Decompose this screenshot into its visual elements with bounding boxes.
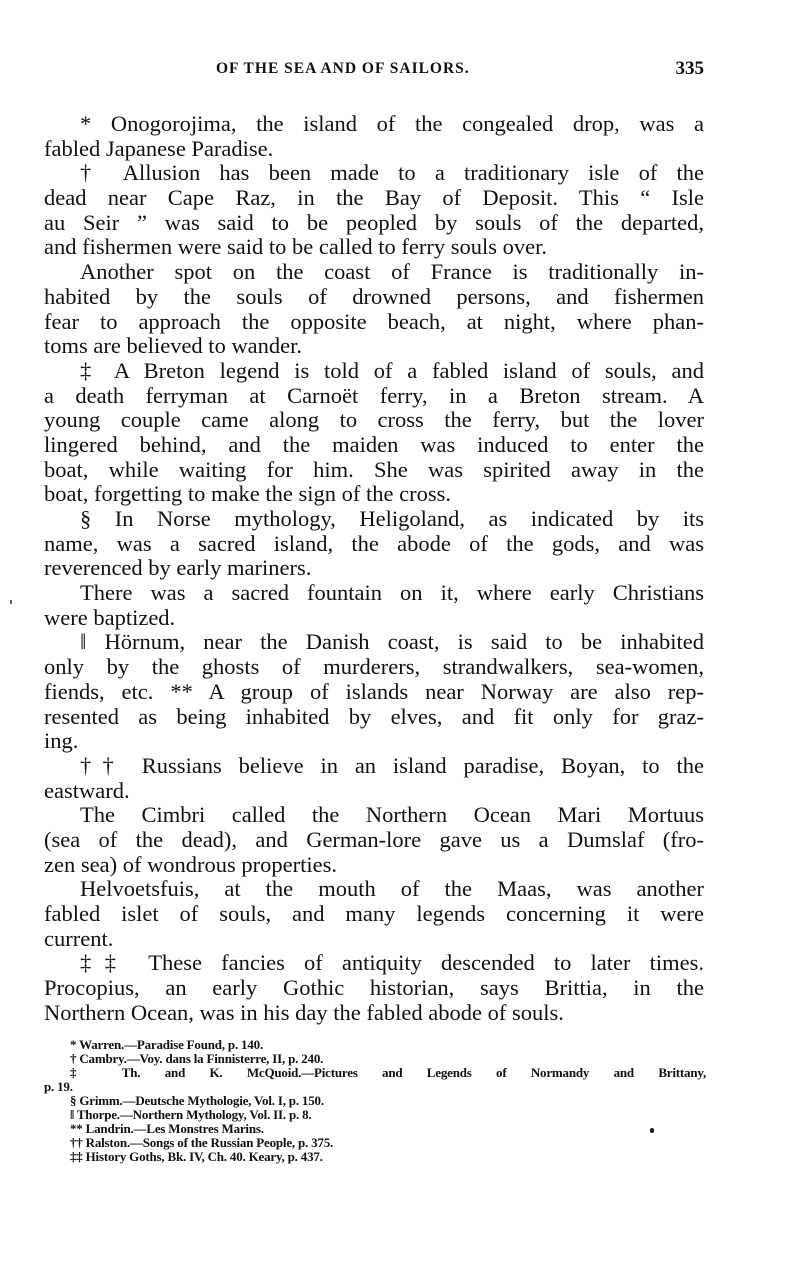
body-text: [44, 112, 704, 1025]
paragraph: [44, 877, 704, 951]
paragraph: [44, 951, 704, 1025]
text-line: zen sea) of wondrous properties.: [44, 851, 338, 877]
running-title: OF THE SEA AND OF SAILORS.: [216, 60, 470, 77]
paragraph: [44, 754, 704, 803]
text-line: † Allusion has been made to a traditionary isle of the: [80, 160, 704, 186]
text-line: boat, forgetting to make the sign of the cross.: [44, 481, 451, 507]
text-line: Helvoetsfuis, at the mouth of the Maas, was another: [80, 876, 704, 902]
text-line: fabled islet of souls, and many legends concerning it were: [44, 901, 704, 926]
text-line: †† Russians believe in an island paradise, Boyan, to the: [80, 752, 704, 778]
text-line: Northern Ocean, was in his day the fabled abode of souls.: [44, 999, 564, 1025]
footnote: ‡‡ History Goths, Bk. IV, Ch. 40. Keary, p. 437.: [70, 1149, 323, 1164]
page-number: 335: [675, 58, 704, 79]
text-line: dead near Cape Raz, in the Bay of Deposit. This “ Isle: [44, 185, 704, 211]
footnotes: [44, 1037, 706, 1164]
text-line: resented as being inhabited by elves, and fit only for graz-: [44, 703, 704, 729]
footnote: ‖ Thorpe.—Northern Mythology, Vol. II. p. 8.: [70, 1107, 312, 1122]
text-line: There was a sacred fountain on it, where early Christians: [80, 580, 704, 606]
text-line: fiends, etc. ** A group of islands near Norway are also rep-: [44, 678, 704, 704]
text-line: ‡‡ These fancies of antiquity descended to later times.: [80, 950, 704, 976]
footnote: p. 19.: [44, 1079, 73, 1094]
text-line: eastward.: [44, 777, 130, 803]
text-line: current.: [44, 925, 114, 951]
footnote: †† Ralston.—Songs of the Russian People, p. 375.: [70, 1135, 334, 1150]
text-line: and fishermen were said to be called to ferry souls over.: [44, 234, 547, 260]
footnote: * Warren.—Paradise Found, p. 140.: [70, 1037, 263, 1052]
scan-speck: [10, 600, 12, 604]
page-header: [44, 58, 704, 82]
text-line: The Cimbri called the Northern Ocean Mari Mortuus: [80, 802, 704, 828]
paragraph: [44, 112, 704, 161]
paragraph: [44, 260, 704, 359]
paragraph: [44, 507, 704, 581]
text-line: a death ferryman at Carnoët ferry, in a Breton stream. A: [44, 382, 704, 408]
text-line: young couple came along to cross the ferry, but the lover: [44, 407, 704, 433]
scan-speck: [650, 1128, 654, 1133]
text-line: § In Norse mythology, Heligoland, as indicated by its: [80, 506, 704, 531]
text-line: Procopius, an early Gothic historian, says Brittia, in the: [44, 975, 704, 1001]
text-line: reverenced by early mariners.: [44, 555, 312, 581]
text-line: * Onogorojima, the island of the congealed drop, was a: [80, 111, 704, 136]
text-line: were baptized.: [44, 604, 176, 630]
paragraph: [44, 359, 704, 507]
text-line: ‖ Hörnum, near the Danish coast, is said to be inhabited: [80, 629, 704, 655]
paragraph: [44, 630, 704, 753]
text-line: fear to approach the opposite beach, at night, where phan-: [44, 308, 704, 334]
footnote: § Grimm.—Deutsche Mythologie, Vol. I, p. 150.: [70, 1093, 324, 1108]
text-line: habited by the souls of drowned persons, and fishermen: [44, 283, 704, 309]
text-line: (sea of the dead), and German-lore gave us a Dumslaf (fro-: [44, 826, 704, 852]
paragraph: [44, 161, 704, 260]
paragraph: [44, 803, 704, 877]
paragraph: [44, 581, 704, 630]
text-line: ing.: [44, 728, 79, 754]
footnote: ** Landrin.—Les Monstres Marins.: [70, 1121, 264, 1136]
text-line: lingered behind, and the maiden was induced to enter the: [44, 431, 704, 457]
footnote: † Cambry.—Voy. dans la Finnisterre, II, p. 240.: [70, 1051, 324, 1066]
text-line: ‡ A Breton legend is told of a fabled island of souls, and: [80, 357, 704, 383]
text-line: name, was a sacred island, the abode of the gods, and was: [44, 530, 704, 556]
text-line: au Seir ” was said to be peopled by souls of the departed,: [44, 209, 704, 235]
footnote: ‡ Th. and K. McQuoid.—Pictures and Legends of Normandy and Brittany,: [70, 1065, 706, 1080]
text-line: Another spot on the coast of France is traditionally in-: [80, 259, 704, 285]
text-line: only by the ghosts of murderers, strandwalkers, sea-women,: [44, 654, 704, 680]
text-line: toms are believed to wander.: [44, 333, 303, 359]
text-line: fabled Japanese Paradise.: [44, 135, 274, 161]
text-line: boat, while waiting for him. She was spirited away in the: [44, 456, 704, 482]
